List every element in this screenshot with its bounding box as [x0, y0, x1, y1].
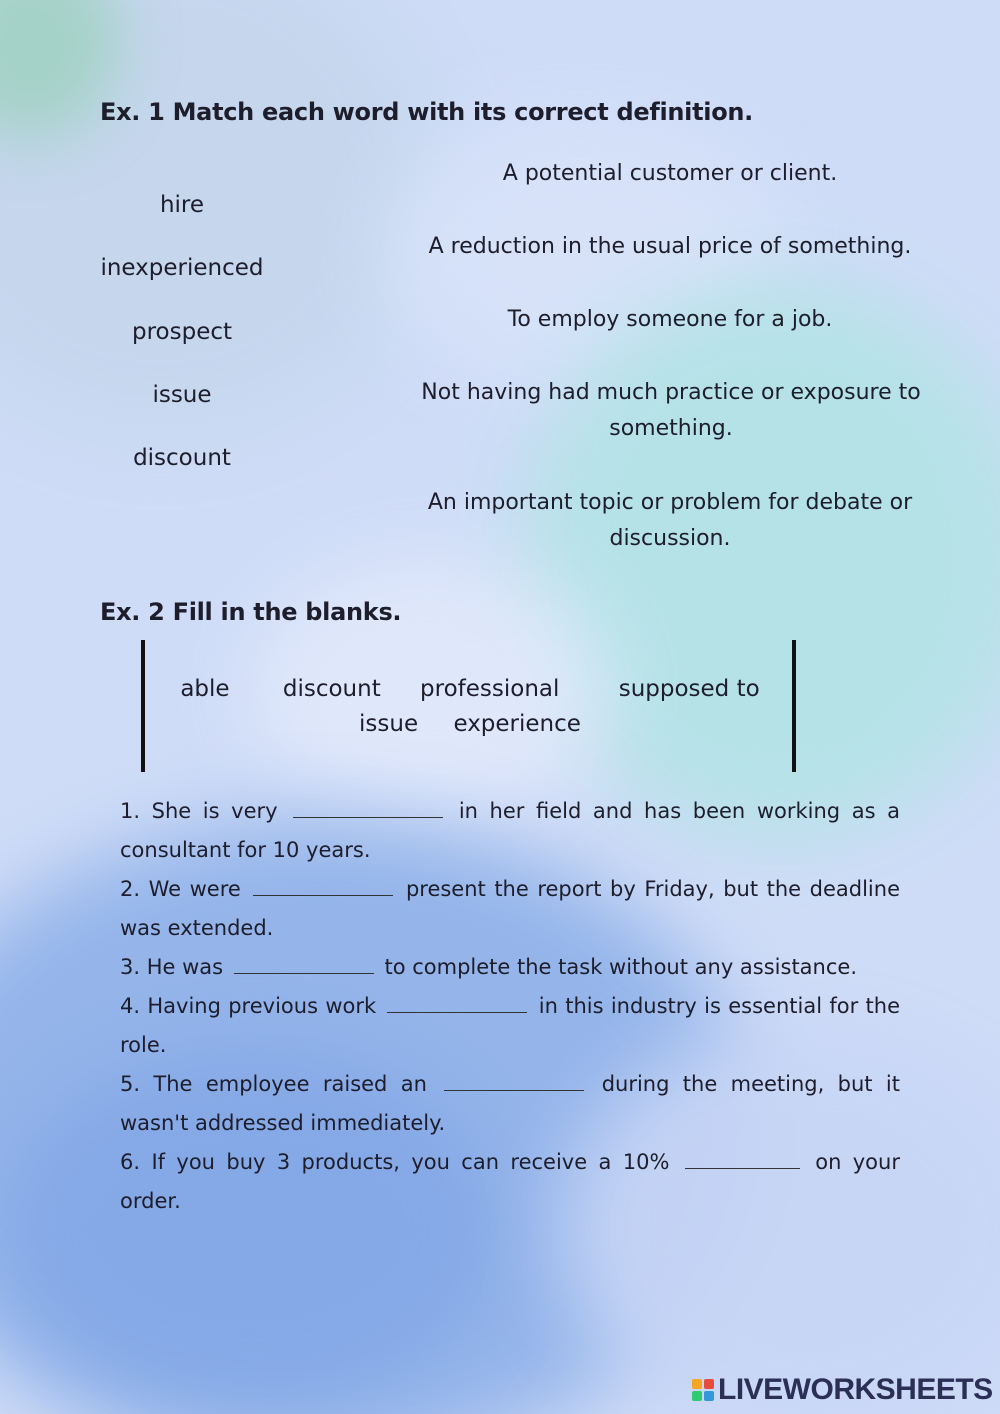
- exercise-2-title: Ex. 2 Fill in the blanks.: [100, 598, 402, 626]
- match-definition-4[interactable]: Not having had much practice or exposure to something.: [421, 380, 921, 441]
- match-word-prospect[interactable]: prospect: [131, 319, 233, 345]
- answer-blank-4[interactable]: [387, 990, 527, 1013]
- word-bank-item: issue: [359, 711, 419, 737]
- answer-blank-3[interactable]: [234, 951, 374, 974]
- match-definition-1[interactable]: A potential customer or client.: [502, 161, 838, 186]
- liveworksheets-logo: [692, 1374, 993, 1406]
- word-bank-item: professional: [420, 676, 560, 702]
- match-word-inexperienced[interactable]: inexperienced: [100, 255, 264, 281]
- liveworksheets-logo-icon: [692, 1379, 714, 1401]
- word-bank-item: supposed to: [618, 676, 760, 702]
- fill-in-item: 1. She is very in her field and has been working as a consultant for 10 years.: [120, 792, 900, 870]
- match-word-hire[interactable]: hire: [159, 192, 205, 218]
- fill-in-item: 4. Having previous work in this industry is essential for the role.: [120, 987, 900, 1065]
- fill-in-item: 5. The employee raised an during the meeting, but it wasn't addressed immediately.: [120, 1065, 900, 1143]
- word-bank-item: experience: [453, 711, 581, 737]
- match-definition-3[interactable]: To employ someone for a job.: [507, 307, 833, 332]
- answer-blank-1[interactable]: [293, 795, 443, 818]
- word-bank-right-border: [792, 640, 796, 772]
- fill-in-item: 6. If you buy 3 products, you can receive a 10% on your order.: [120, 1143, 900, 1221]
- word-bank-left-border: [141, 640, 145, 772]
- logo-text: LIVEWORKSHEETS: [718, 1373, 993, 1406]
- match-word-issue[interactable]: issue: [152, 382, 212, 408]
- fill-in-item: 2. We were present the report by Friday, but the deadline was extended.: [120, 870, 900, 948]
- word-bank: [150, 672, 790, 742]
- match-word-discount[interactable]: discount: [133, 445, 231, 471]
- fill-in-item: 3. He was to complete the task without any assistance.: [120, 948, 900, 987]
- word-bank-item: discount: [282, 676, 381, 702]
- answer-blank-2[interactable]: [253, 873, 393, 896]
- fill-in-list: [120, 792, 900, 1221]
- exercise-1-title: Ex. 1 Match each word with its correct definition.: [100, 98, 753, 126]
- match-definition-5[interactable]: An important topic or problem for debate or discussion.: [427, 490, 913, 551]
- answer-blank-5[interactable]: [444, 1068, 584, 1091]
- answer-blank-6[interactable]: [685, 1146, 800, 1169]
- word-bank-item: able: [180, 676, 230, 702]
- match-definition-2[interactable]: A reduction in the usual price of something.: [428, 234, 912, 259]
